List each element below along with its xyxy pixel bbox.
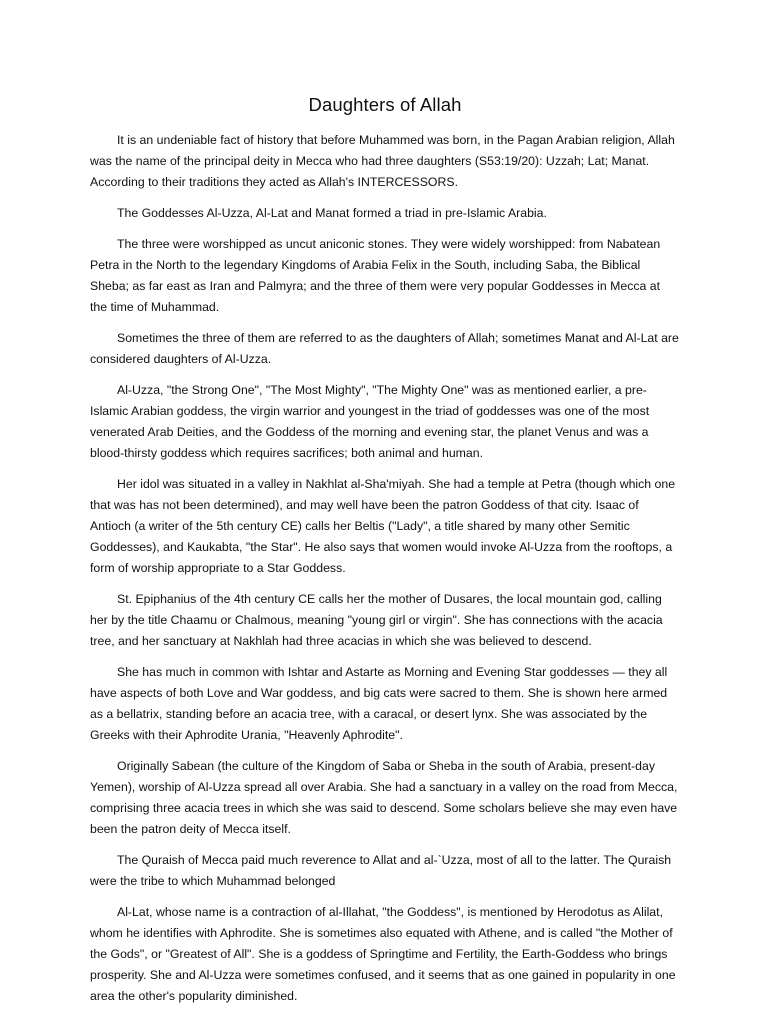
paragraph-1: It is an undeniable fact of history that before Muhammed was born, in the Pagan Arabian religion, Allah was the name of the principal deity in Mecca who had three daughters (S53:19/20): Uzzah; Lat; Manat. According to their traditions they acted as Allah's INTERCESSORS. [90,133,675,189]
page-title: Daughters of Allah [308,94,462,115]
paragraph-7: St. Epiphanius of the 4th century CE calls her the mother of Dusares, the local mountain god, calling her by the title Chaamu or Chalmous, meaning "young girl or virgin". She has connections with the acacia tree, and her sanctuary at Nakhlah had three acacias in which she was believed to descend. [90,592,663,648]
paragraph-9: Originally Sabean (the culture of the Kingdom of Saba or Sheba in the south of Arabia, present-day Yemen), worship of Al-Uzza spread all over Arabia. She had a sanctuary in a valley on the road from Mecca, comprising three acacia trees in which she was said to descend. Some scholars believe she may even have been the patron deity of Mecca itself. [90,759,678,836]
paragraph-5: Al-Uzza, "the Strong One", "The Most Mighty", "The Mighty One" was as mentioned earlier, a pre-Islamic Arabian goddess, the virgin warrior and youngest in the triad of goddesses was one of the most venerated Arab Deities, and the Goddess of the morning and evening star, the planet Venus and was a blood-thirsty goddess which requires sacrifices; both animal and human. [90,383,650,460]
document-page [90,92,680,1017]
paragraph-3: The three were worshipped as uncut aniconic stones. They were widely worshipped: from Nabatean Petra in the North to the legendary Kingdoms of Arabia Felix in the South, including Saba, the Biblical Sheba; as far east as Iran and Palmyra; and the three of them were very popular Goddesses in Mecca at the time of Muhammad. [90,237,661,314]
paragraph-6: Her idol was situated in a valley in Nakhlat al-Sha'miyah. She had a temple at Petra (though which one that was has not been determined), and may well have been the patron Goddess of that city. Isaac of Antioch (a writer of the 5th century CE) calls her Beltis ("Lady", a title shared by many other Semitic Goddesses), and Kaukabta, "the Star". He also says that women would invoke Al-Uzza from the rooftops, a form of worship appropriate to a Star Goddess. [90,477,676,575]
paragraph-2: The Goddesses Al-Uzza, Al-Lat and Manat formed a triad in pre-Islamic Arabia. [117,206,547,220]
paragraph-4: Sometimes the three of them are referred to as the daughters of Allah; sometimes Manat and Al-Lat are considered daughters of Al-Uzza. [90,331,679,366]
paragraph-8: She has much in common with Ishtar and Astarte as Morning and Evening Star goddesses — they all have aspects of both Love and War goddess, and big cats were sacred to them. She is shown here armed as a bellatrix, standing before an acacia tree, with a caracal, or desert lynx. She was associated by the Greeks with their Aphrodite Urania, "Heavenly Aphrodite". [90,665,668,742]
paragraph-10: The Quraish of Mecca paid much reverence to Allat and al-`Uzza, most of all to the latter. The Quraish were the tribe to which Muhammad belonged [90,853,672,888]
paragraph-11: Al-Lat, whose name is a contraction of al-Illahat, "the Goddess", is mentioned by Herodotus as Alilat, whom he identifies with Aphrodite. She is sometimes also equated with Athene, and is called "the Mother of the Gods", or "Greatest of All". She is a goddess of Springtime and Fertility, the Earth-Goddess who brings prosperity. She and Al-Uzza were sometimes confused, and it seems that as one gained in popularity in one area the other's popularity diminished. [90,905,676,1003]
